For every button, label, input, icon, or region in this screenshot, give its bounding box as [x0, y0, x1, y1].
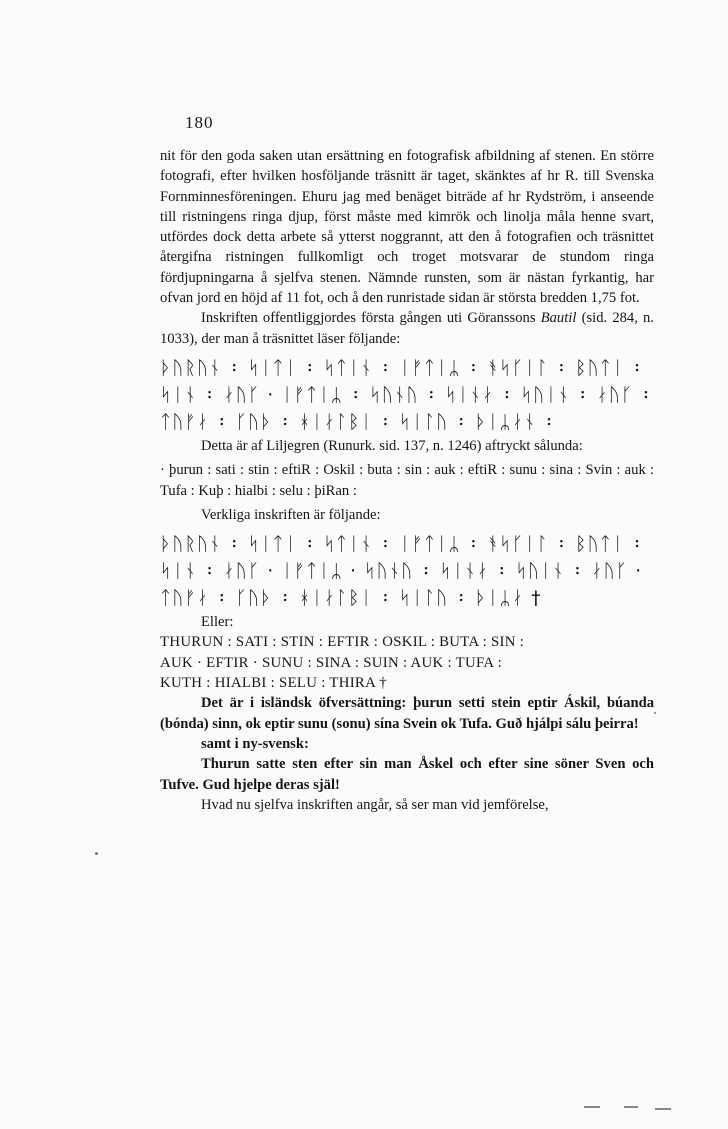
source-title-italic: Bautil [540, 310, 577, 327]
icelandic-label: Det är i isländsk öfversättning: [201, 695, 407, 712]
paragraph-intro: nit för den goda saken utan ersättning en fotografisk afbildning af stenen. En större fotografi, efter hvilken hosföljande träsnitt är taget, skänktes af hr R. till Svenska Fornminnesföreningen. Ehuru jag med benäget biträde af hr Rydström, i anseende till ristningens ringa djup, först måste med kimrök och linolja måla henne svart, utfördes dock detta arbete så ytterst noggrannt, att den å fotografien och träsnittet återgifna ristningen fullkomligt och troget motsvarar de stundom ringa fördjupningarna å sjelfva stenen. Nämnde runsten, som är nästan fyrkantig, har ofvan jord en höjd af 11 fot, och å den runristade sidan är största bredden 1,75 fot. [160, 148, 654, 307]
source-text-before: Inskriften offentliggjordes första gången uti Göranssons [201, 310, 541, 327]
icelandic-text: þurun setti stein eptir Áskil, búanda (bónda) sinn, ok eptir sunu (sonu) sína Svein ok Tufa. Guð hjálpi sálu þeirra! [160, 695, 655, 732]
label-swedish: samt i ny-svensk: [201, 735, 309, 752]
caps-line: THURUN : SATI : STIN : EFTIR : OSKIL : BUTA : SIN : [160, 634, 525, 651]
paragraph-icelandic [160, 693, 654, 734]
runic-inscription-first [160, 355, 654, 436]
source-text-after: (sid. 284, n. 1033), der man å träsnittet läser följande: [160, 310, 655, 347]
transliteration-liljegren: · þurun : sati : stin : eftiR : Oskil : buta : sin : auk : eftiR : sunu : sina : Svin : auk : Tufa : Kuþ : hialbi : selu : þiRan : [160, 462, 654, 499]
scan-speck [95, 852, 98, 855]
paragraph-actual-inscription: Verkliga inskriften är följande: [201, 506, 381, 523]
paragraph-inscription-source [160, 308, 654, 349]
label-eller: Eller: [201, 614, 234, 631]
page-body [160, 146, 654, 815]
runic-inscription-second [160, 531, 654, 612]
caps-line: KUTH : HIALBI : SELU : THIRA † [160, 675, 387, 692]
paragraph-liljegren: Detta är af Liljegren (Runurk. sid. 137, n. 1246) aftryckt sålunda: [201, 437, 583, 454]
scan-mark [584, 1106, 600, 1108]
scan-mark [624, 1106, 638, 1108]
transliteration-caps [160, 632, 654, 693]
page-number: 180 [185, 113, 214, 132]
rune-line: ᚦᚢᚱᚢᚾ ᛬ ᛋᛁᛏᛁ ᛬ ᛋᛏᛁᚾ ᛬ ᛁᚠᛏᛁᛦ ᛬ ᚬᛋᚴᛁᛚ ᛬ ᛒᚢᛏᛁ ᛬ [160, 534, 644, 556]
rune-line: ᚦᚢᚱᚢᚾ ᛬ ᛋᛁᛏᛁ ᛬ ᛋᛏᛁᚾ ᛬ ᛁᚠᛏᛁᛦ ᛬ ᚬᛋᚴᛁᛚ ᛬ ᛒᚢᛏᛁ ᛬ [160, 357, 644, 379]
rune-line: ᛏᚢᚠᛅ ᛬ ᚴᚢᚦ ᛬ ᚼᛁᛅᛚᛒᛁ ᛬ ᛋᛁᛚᚢ ᛬ ᚦᛁᛦᛅᚾ ᛬ [160, 411, 556, 433]
scan-speck [654, 712, 656, 714]
scan-mark [655, 1108, 671, 1110]
rune-line: ᛋᛁᚾ ᛬ ᛅᚢᚴ · ᛁᚠᛏᛁᛦ · ᛋᚢᚾᚢ ᛬ ᛋᛁᚾᛅ ᛬ ᛋᚢᛁᚾ ᛬ ᛅᚢᚴ · [160, 561, 643, 583]
rune-line: ᛋᛁᚾ ᛬ ᛅᚢᚴ · ᛁᚠᛏᛁᛦ ᛬ ᛋᚢᚾᚢ ᛬ ᛋᛁᚾᛅ ᛬ ᛋᚢᛁᚾ ᛬ ᛅᚢᚴ ᛬ [160, 384, 653, 406]
paragraph-closing: Hvad nu sjelfva inskriften angår, så ser man vid jemförelse, [201, 796, 549, 813]
rune-line: ᛏᚢᚠᛅ ᛬ ᚴᚢᚦ ᛬ ᚼᛁᛅᛚᛒᛁ ᛬ ᛋᛁᛚᚢ ᛬ ᚦᛁᛦᛅ † [160, 588, 542, 610]
caps-line: AUK · EFTIR · SUNU : SINA : SUIN : AUK : TUFA : [160, 654, 502, 671]
paragraph-swedish: Thurun satte sten efter sin man Åskel och efter sine söner Sven och Tufve. Gud hjelpe deras själ! [160, 756, 654, 793]
